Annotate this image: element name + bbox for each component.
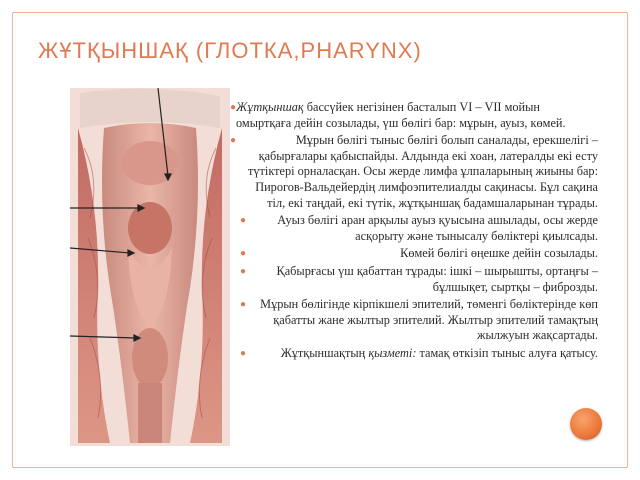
bullet-icon: ● [240,215,247,227]
paragraph-2 [230,133,598,211]
paragraph-3-text: Ауыз бөлігі аран арқылы ауыз қуысына ашылады, осы жерде асқорыту және тынысалу бөліктері қиылсады. [277,213,598,243]
orange-circle-icon [570,408,602,440]
paragraph-7-text-before: Жұтқыншақтың [280,345,369,360]
paragraph-5-text: Қабырғасы үш қабаттан тұрады: ішкі – шырышты, ортаңғы – бұлшықет, сыртқы – фиброзды. [276,263,598,294]
anatomy-pharynx-illustration-icon [70,88,230,446]
paragraph-3 [236,213,598,244]
paragraph-4 [236,246,598,262]
paragraph-7-text-after: тамақ өткізіп тыныс алуға қатысу. [416,345,598,360]
paragraph-5 [236,264,598,295]
bullet-icon: ● [230,135,237,147]
paragraph-6 [236,297,598,344]
bullet-icon: ● [240,248,247,260]
pharynx-anatomy-image [70,88,230,446]
paragraph-4-text: Көмей бөлігі өңешке дейін созылады. [400,246,598,261]
slide-title: ЖҰТҚЫНШАҚ (ГЛОТКА,PHARYNX) [38,38,422,63]
content-text [230,100,598,364]
paragraph-7 [236,346,598,362]
term-function: қызметі: [368,345,417,360]
paragraph-1-text: бассүйек негізінен басталып VI – VII мойын омыртқаға дейін созылады, үш бөлігі бар: мұрын, ауыз, көмей. [236,100,566,130]
paragraph-2-text: Мұрын бөлігі тыныс бөлігі болып саналады, ерекшелігі – қабырғалары қабыспайды. Алдында екі хоан, латералды екі есту түтіктері орналасқан. Осы жерде лимфа ұлпаларының жиыны бар: Пирогов-Вальдейердің лимфоэпителиалды сақинасы. Бұл сақина тіл, екі таңдай, екі түтік, жұтқыншақ бадамшаларынан тұрады. [248,133,598,210]
paragraph-1 [230,100,598,131]
bullet-icon: ● [240,347,247,359]
term-pharynx: Жұтқыншақ [236,100,304,114]
bullet-icon: ● [240,299,247,311]
bullet-icon: ● [230,102,237,113]
bullet-icon: ● [240,265,247,277]
paragraph-6-text: Мұрын бөлігінде кірпікшелі эпителий, төменгі бөліктерінде көп қабатты жане жылтыр эпителий. Жылтыр эпителий тамақтың жылжуын жақсартады. [260,297,598,343]
